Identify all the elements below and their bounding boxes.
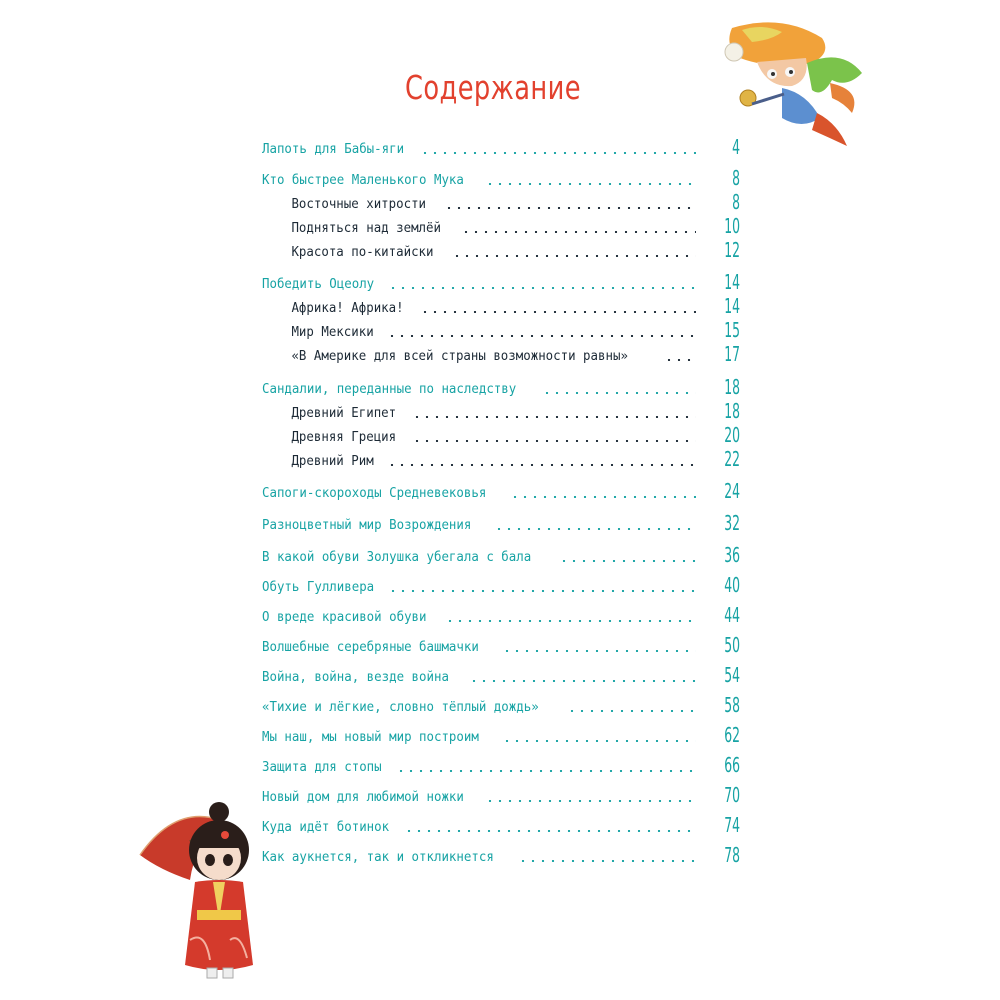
toc-entry-title: Красота по-китайски xyxy=(291,244,434,260)
toc-page-number: 66 xyxy=(724,753,740,777)
toc-page-number: 54 xyxy=(724,663,740,687)
toc-entry-title: Сапоги-скороходы Средневековья xyxy=(262,485,487,501)
toc-entry-title: Подняться над землёй xyxy=(291,220,441,236)
toc-page-number: 18 xyxy=(724,399,740,423)
toc-entry xyxy=(262,166,740,188)
toc-entry-title: Обуть Гулливера xyxy=(262,579,375,595)
toc-entry-title: «В Америке для всей страны возможности равны» xyxy=(291,348,628,364)
toc-entry-title: Разноцветный мир Возрождения xyxy=(262,517,472,533)
japanese-doll-illustration xyxy=(135,800,265,985)
toc-page-number: 8 xyxy=(732,190,740,214)
dot-leader xyxy=(444,207,696,209)
little-muk-illustration xyxy=(712,18,872,153)
dot-leader xyxy=(542,392,696,394)
toc-page-number: 18 xyxy=(724,375,740,399)
toc-page-number: 58 xyxy=(724,693,740,717)
toc-page-number: 78 xyxy=(724,843,740,867)
toc-entry xyxy=(262,783,740,805)
toc-page-number: 20 xyxy=(724,423,740,447)
page-title: Содержание xyxy=(405,68,581,107)
toc-entry-title: Лапоть для Бабы-яги xyxy=(262,141,405,157)
toc-entry-title: Кто быстрее Маленького Мука xyxy=(262,172,464,188)
toc-entry-title: Мир Мексики xyxy=(291,324,374,340)
dot-leader xyxy=(461,231,696,233)
toc-entry xyxy=(262,543,740,565)
dot-leader xyxy=(485,800,696,802)
dot-leader xyxy=(510,496,696,498)
toc-entry xyxy=(262,723,740,745)
dot-leader xyxy=(412,416,696,418)
toc-page-number: 4 xyxy=(732,135,740,159)
toc-entry xyxy=(262,573,740,595)
toc-entry xyxy=(262,663,740,685)
toc-page-number: 12 xyxy=(724,238,740,262)
toc-page-number: 44 xyxy=(724,603,740,627)
toc-entry-title: Африка! Африка! xyxy=(291,300,404,316)
toc-page-number: 40 xyxy=(724,573,740,597)
toc-entry xyxy=(262,190,740,212)
toc-entry-title: Война, война, везде война xyxy=(262,669,449,685)
toc-page-number: 8 xyxy=(732,166,740,190)
toc-page-number: 50 xyxy=(724,633,740,657)
toc-entry xyxy=(262,318,740,340)
toc-entry xyxy=(262,375,740,397)
toc-entry-title: Защита для стопы xyxy=(262,759,382,775)
dot-leader xyxy=(518,860,696,862)
toc-entry xyxy=(262,342,740,364)
toc-entry xyxy=(262,238,740,260)
toc-entry xyxy=(262,423,740,445)
toc-entry xyxy=(262,511,740,533)
toc-entry-title: Восточные хитрости xyxy=(291,196,427,212)
dot-leader xyxy=(445,620,696,622)
toc-entry xyxy=(262,214,740,236)
toc-entry xyxy=(262,399,740,421)
toc-page-number: 74 xyxy=(724,813,740,837)
dot-leader xyxy=(567,710,696,712)
toc-entry-title: Куда идёт ботинок xyxy=(262,819,390,835)
dot-leader xyxy=(664,359,696,361)
toc-entry-title: Древняя Греция xyxy=(291,429,397,445)
dot-leader xyxy=(420,152,696,154)
toc-page-number: 36 xyxy=(724,543,740,567)
toc-page-number: 24 xyxy=(724,479,740,503)
toc-entry-title: Новый дом для любимой ножки xyxy=(262,789,464,805)
toc-entry xyxy=(262,633,740,655)
toc-entry-title: «Тихие и лёгкие, словно тёплый дождь» xyxy=(262,699,539,715)
toc-page-number: 14 xyxy=(724,294,740,318)
toc-entry xyxy=(262,603,740,625)
dot-leader xyxy=(502,650,696,652)
toc-page-number: 17 xyxy=(724,342,740,366)
dot-leader xyxy=(559,560,696,562)
toc-page-number: 14 xyxy=(724,270,740,294)
toc-entry-title: Как аукнется, так и откликнется xyxy=(262,849,494,865)
dot-leader xyxy=(452,255,696,257)
toc-entry-title: Мы наш, мы новый мир построим xyxy=(262,729,479,745)
toc-page-number: 62 xyxy=(724,723,740,747)
dot-leader xyxy=(388,287,696,289)
toc-entry-title: Волшебные серебряные башмачки xyxy=(262,639,479,655)
dot-leader xyxy=(494,528,696,530)
toc-entry xyxy=(262,447,740,469)
dot-leader xyxy=(388,590,696,592)
dot-leader xyxy=(412,440,696,442)
toc-entry-title: Победить Оцеолу xyxy=(262,276,375,292)
toc-page-number: 70 xyxy=(724,783,740,807)
toc-entry xyxy=(262,270,740,292)
toc-entry-title: Древний Рим xyxy=(291,453,374,469)
dot-leader xyxy=(404,830,696,832)
toc-entry xyxy=(262,294,740,316)
toc-entry xyxy=(262,843,740,865)
dot-leader xyxy=(396,770,696,772)
dot-leader xyxy=(502,740,696,742)
toc-entry-title: В какой обуви Золушка убегала с бала xyxy=(262,549,532,565)
toc-entry xyxy=(262,479,740,501)
dot-leader xyxy=(485,183,696,185)
toc-page-number: 32 xyxy=(724,511,740,535)
dot-leader xyxy=(420,311,696,313)
dot-leader xyxy=(387,464,696,466)
toc-entry xyxy=(262,135,740,157)
toc-entry xyxy=(262,753,740,775)
toc-entry-title: Древний Египет xyxy=(291,405,397,421)
toc-entry-title: Сандалии, переданные по наследству xyxy=(262,381,517,397)
toc-page-number: 22 xyxy=(724,447,740,471)
dot-leader xyxy=(469,680,696,682)
toc-page-number: 15 xyxy=(724,318,740,342)
toc-entry-title: О вреде красивой обуви xyxy=(262,609,427,625)
toc-entry xyxy=(262,813,740,835)
toc-entry xyxy=(262,693,740,715)
dot-leader xyxy=(387,335,696,337)
toc-page-number: 10 xyxy=(724,214,740,238)
